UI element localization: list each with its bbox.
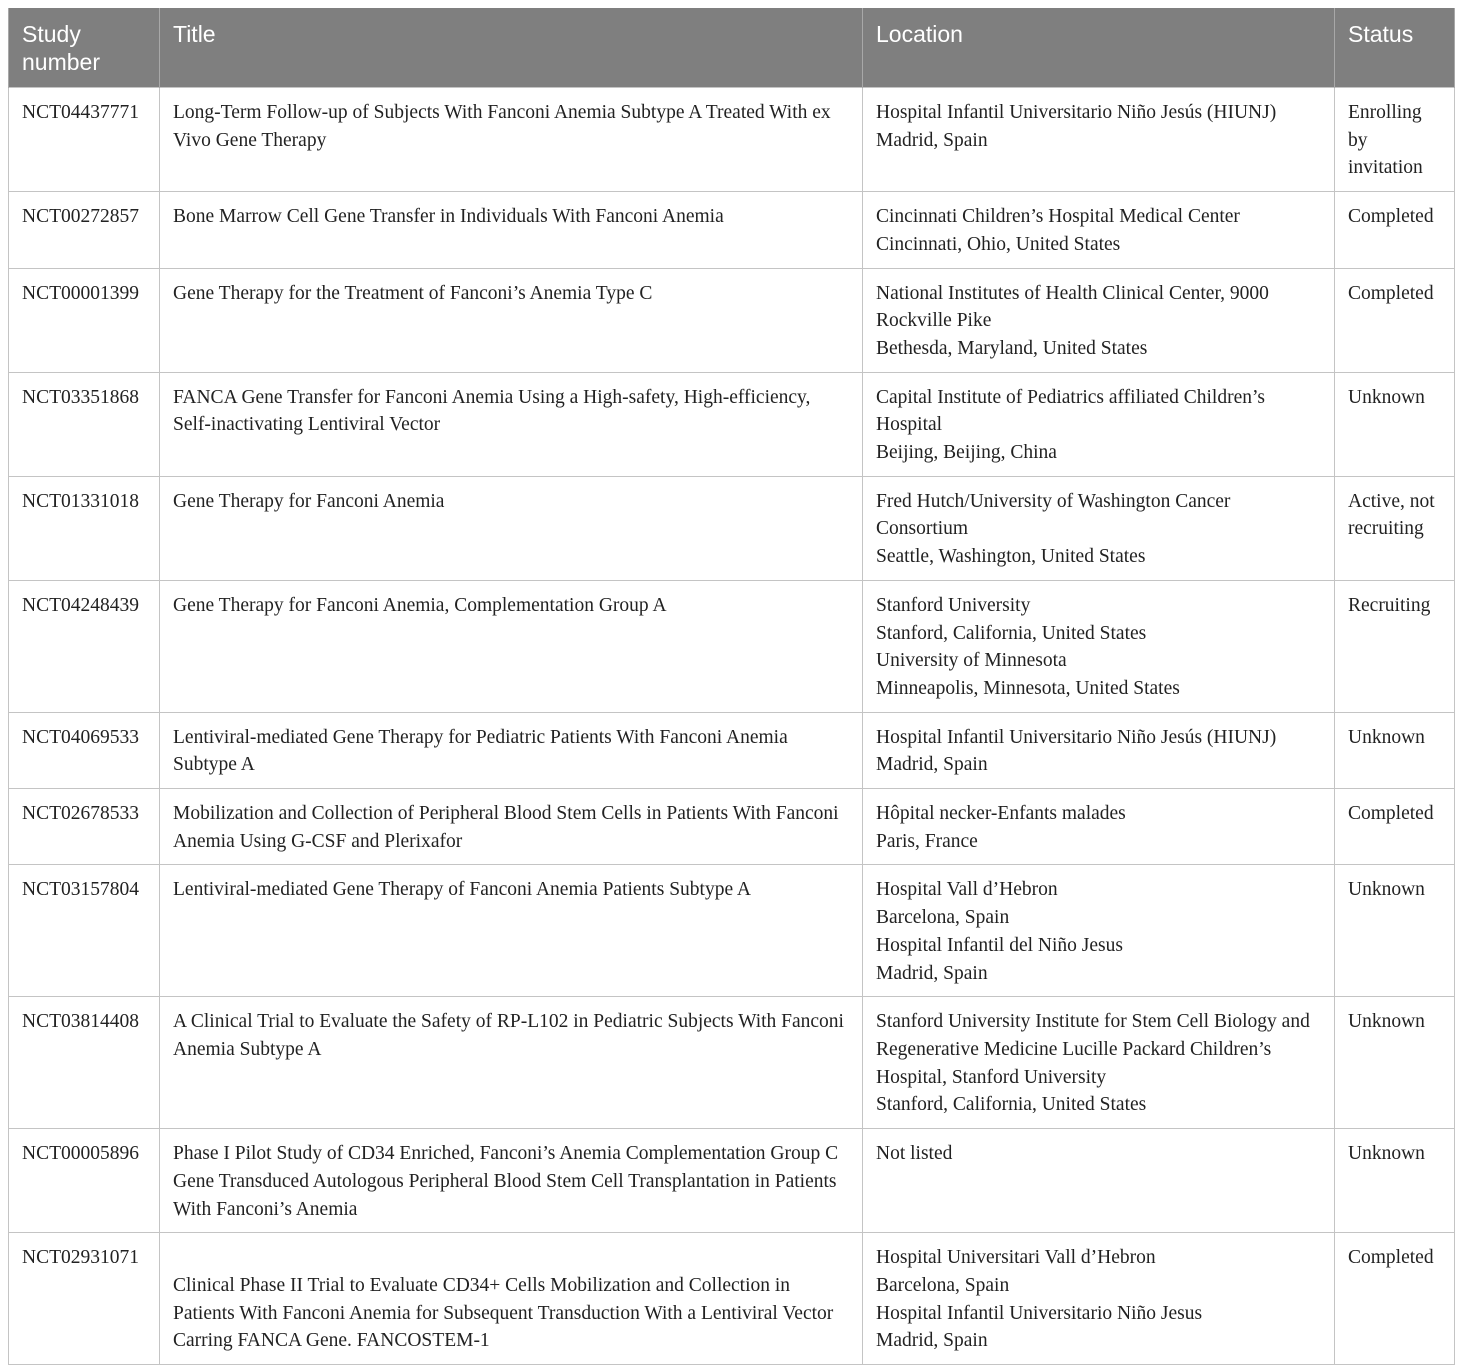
location-line: Cincinnati Children’s Hospital Medical Center [876, 206, 1240, 228]
cell-status: Unknown [1335, 712, 1455, 788]
cell-location [863, 865, 1335, 997]
cell-status: Recruiting [1335, 580, 1455, 712]
location-line: University of Minnesota [876, 650, 1067, 672]
cell-title: Gene Therapy for Fanconi Anemia, Complementation Group A [160, 580, 863, 712]
cell-status: Active, not recruiting [1335, 476, 1455, 580]
cell-study-number: NCT03351868 [9, 372, 160, 476]
clinical-trials-table-container [8, 8, 1454, 1365]
cell-study-number: NCT02678533 [9, 789, 160, 865]
cell-status: Unknown [1335, 997, 1455, 1129]
cell-title: FANCA Gene Transfer for Fanconi Anemia Using a High-safety, High-efficiency, Self-inactivating Lentiviral Vector [160, 372, 863, 476]
location-line: Not listed [876, 1143, 953, 1165]
cell-title: Lentiviral-mediated Gene Therapy for Pediatric Patients With Fanconi Anemia Subtype A [160, 712, 863, 788]
cell-title-shifted [160, 1233, 863, 1365]
cell-title: Clinical Phase II Trial to Evaluate CD34+ Cells Mobilization and Collection in Patients With Fanconi Anemia for Subsequent Transduction With a Lentiviral Vector Carring FANCA Gene. FANCOSTEM-1 [173, 1274, 834, 1352]
location-line: Hôpital necker-Enfants malades [876, 803, 1126, 825]
table-row [9, 1129, 1455, 1233]
location-line: Bethesda, Maryland, United States [876, 337, 1148, 359]
table-row [9, 476, 1455, 580]
cell-status: Completed [1335, 268, 1455, 372]
location-line: National Institutes of Health Clinical Center, 9000 Rockville Pike [876, 282, 1269, 332]
table-row [9, 1233, 1455, 1365]
location-line: Madrid, Spain [876, 129, 988, 151]
cell-title: Bone Marrow Cell Gene Transfer in Individuals With Fanconi Anemia [160, 192, 863, 268]
location-line: Minneapolis, Minnesota, United States [876, 677, 1180, 699]
title-spacer [173, 1244, 849, 1272]
location-line: Hospital Infantil Universitario Niño Jesús (HIUNJ) [876, 102, 1277, 123]
location-line: Cincinnati, Ohio, United States [876, 233, 1121, 255]
cell-location [863, 372, 1335, 476]
location-line: Hospital Infantil Universitario Niño Jesus [876, 1302, 1203, 1324]
cell-location [863, 789, 1335, 865]
location-line: Hospital Infantil Universitario Niño Jesús (HIUNJ) [876, 726, 1277, 748]
cell-location [863, 88, 1335, 192]
location-line: Stanford, California, United States [876, 622, 1147, 644]
cell-location [863, 997, 1335, 1129]
cell-title: A Clinical Trial to Evaluate the Safety of RP-L102 in Pediatric Subjects With Fanconi Anemia Subtype A [160, 997, 863, 1129]
clinical-trials-table [8, 8, 1455, 1365]
cell-status: Unknown [1335, 372, 1455, 476]
location-line: Madrid, Spain [876, 1330, 988, 1352]
table-row [9, 372, 1455, 476]
cell-status: Completed [1335, 192, 1455, 268]
table-row [9, 865, 1455, 997]
cell-study-number: NCT02931071 [9, 1233, 160, 1365]
location-line: Barcelona, Spain [876, 1274, 1010, 1296]
location-line: Capital Institute of Pediatrics affiliated Children’s Hospital [876, 386, 1266, 436]
cell-location [863, 1129, 1335, 1233]
location-line: Hospital Vall d’Hebron [876, 879, 1058, 901]
table-row [9, 712, 1455, 788]
cell-study-number: NCT00005896 [9, 1129, 160, 1233]
location-line: Stanford University [876, 594, 1031, 616]
cell-title: Gene Therapy for Fanconi Anemia [160, 476, 863, 580]
table-row [9, 789, 1455, 865]
location-line: Paris, France [876, 830, 978, 852]
cell-status: Completed [1335, 1233, 1455, 1365]
cell-status: Unknown [1335, 865, 1455, 997]
cell-location [863, 192, 1335, 268]
table-row [9, 997, 1455, 1129]
cell-location [863, 476, 1335, 580]
table-body [9, 88, 1455, 1365]
header-title: Title [160, 8, 863, 88]
table-row [9, 580, 1455, 712]
cell-location [863, 1233, 1335, 1365]
cell-study-number: NCT03157804 [9, 865, 160, 997]
location-line: Barcelona, Spain [876, 907, 1010, 929]
table-row [9, 192, 1455, 268]
cell-study-number: NCT00272857 [9, 192, 160, 268]
table-header [9, 8, 1455, 88]
cell-study-number: NCT03814408 [9, 997, 160, 1129]
header-location: Location [863, 8, 1335, 88]
cell-title: Lentiviral-mediated Gene Therapy of Fanconi Anemia Patients Subtype A [160, 865, 863, 997]
cell-title: Mobilization and Collection of Peripheral Blood Stem Cells in Patients With Fanconi Anemia Using G-CSF and Plerixafor [160, 789, 863, 865]
header-status: Status [1335, 8, 1455, 88]
cell-study-number: NCT01331018 [9, 476, 160, 580]
location-line: Hospital Infantil del Niño Jesus [876, 934, 1123, 956]
header-row [9, 8, 1455, 88]
table-row [9, 268, 1455, 372]
cell-title: Phase I Pilot Study of CD34 Enriched, Fanconi’s Anemia Complementation Group C Gene Transduced Autologous Peripheral Blood Stem Cell Transplantation in Patients With Fanconi’s Anemia [160, 1129, 863, 1233]
cell-study-number: NCT04248439 [9, 580, 160, 712]
cell-status: Unknown [1335, 1129, 1455, 1233]
header-study-number: Study number [9, 8, 160, 88]
cell-location [863, 268, 1335, 372]
location-line: Seattle, Washington, United States [876, 546, 1146, 568]
cell-location [863, 712, 1335, 788]
cell-study-number: NCT00001399 [9, 268, 160, 372]
cell-location [863, 580, 1335, 712]
cell-study-number: NCT04437771 [9, 88, 160, 192]
location-line: Madrid, Spain [876, 754, 988, 776]
location-line: Stanford University Institute for Stem Cell Biology and Regenerative Medicine Lucille Packard Children’s Hospital, Stanford University [876, 1011, 1310, 1088]
location-line: Beijing, Beijing, China [876, 442, 1057, 464]
location-line: Stanford, California, United States [876, 1094, 1147, 1116]
cell-study-number: NCT04069533 [9, 712, 160, 788]
cell-title: Gene Therapy for the Treatment of Fanconi’s Anemia Type C [160, 268, 863, 372]
cell-status: Completed [1335, 789, 1455, 865]
cell-title: Long-Term Follow-up of Subjects With Fanconi Anemia Subtype A Treated With ex Vivo Gene Therapy [160, 88, 863, 192]
location-line: Hospital Universitari Vall d’Hebron [876, 1247, 1156, 1269]
location-line: Madrid, Spain [876, 962, 988, 984]
table-row [9, 88, 1455, 192]
cell-status: Enrolling by invitation [1335, 88, 1455, 192]
location-line: Fred Hutch/University of Washington Cancer Consortium [876, 490, 1231, 540]
